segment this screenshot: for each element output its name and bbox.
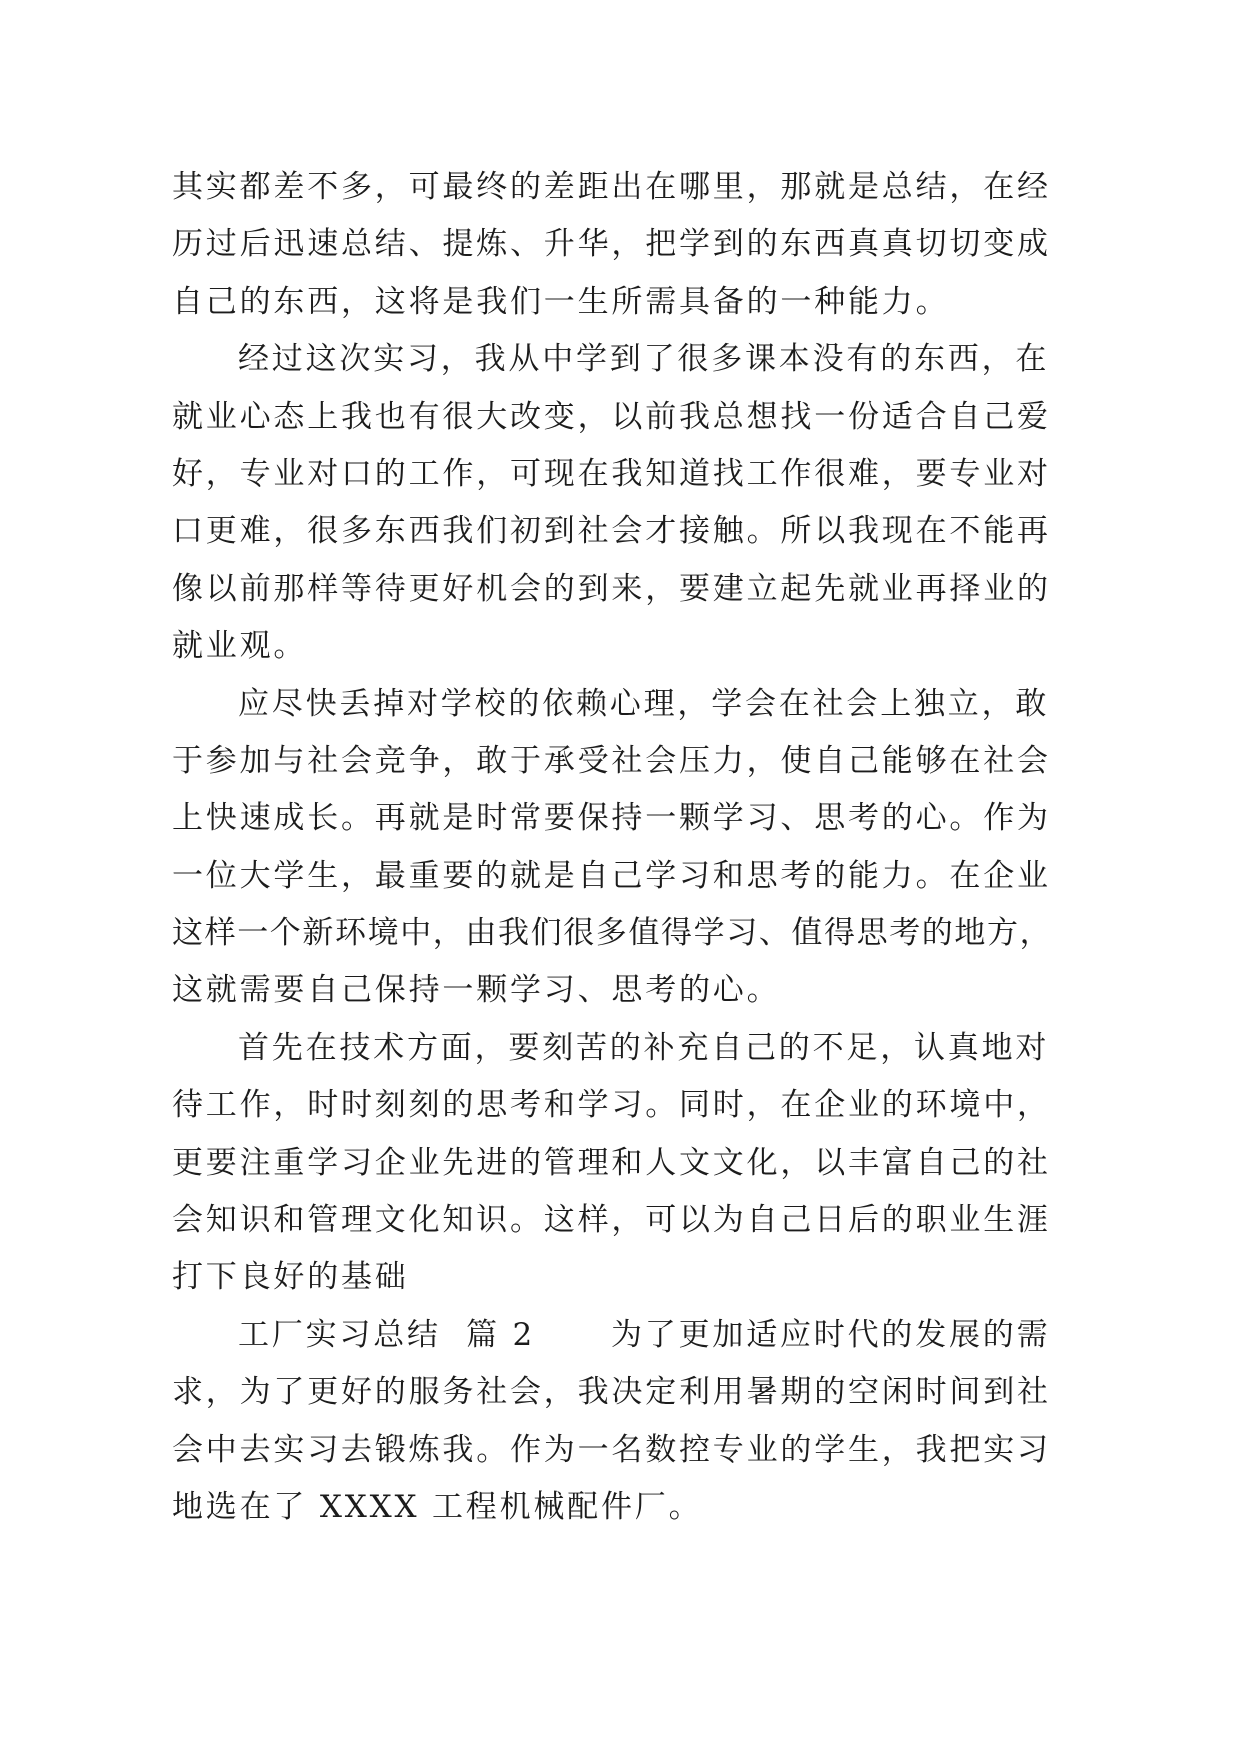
text-line: 上快速成长。再就是时常要保持一颗学习、思考的心。作为 [172, 800, 1051, 837]
text-line: 打下良好的基础 [172, 1259, 409, 1296]
section-heading-line: 工厂实习总结 篇 2 为了更加适应时代的发展的需 [238, 1316, 1051, 1353]
paragraph [172, 159, 1052, 331]
paragraph [172, 676, 1052, 1020]
text-line: 会知识和管理文化知识。这样，可以为自己日后的职业生涯 [172, 1202, 1051, 1239]
text-line: 就业心态上我也有很大改变，以前我总想找一份适合自己爱 [172, 398, 1051, 435]
text-line: 好，专业对口的工作，可现在我知道找工作很难，要专业对 [172, 455, 1051, 492]
text-line: 这样一个新环境中，由我们很多值得学习、值得思考的地方， [172, 915, 1053, 952]
text-line: 求，为了更好的服务社会，我决定利用暑期的空闲时间到社 [172, 1374, 1051, 1411]
text-line: 首先在技术方面，要刻苦的补充自己的不足，认真地对 [238, 1029, 1050, 1066]
text-line: 地选在了 XXXX 工程机械配件厂。 [172, 1488, 703, 1525]
text-line: 口更难，很多东西我们初到社会才接触。所以我现在不能再 [172, 513, 1051, 550]
text-line: 自己的东西，这将是我们一生所需具备的一种能力。 [172, 283, 950, 320]
text-line: 会中去实习去锻炼我。作为一名数控专业的学生，我把实习 [172, 1431, 1051, 1468]
paragraph [172, 1307, 1052, 1537]
document-body [172, 159, 1052, 1536]
text-line: 经过这次实习，我从中学到了很多课本没有的东西，在 [238, 341, 1050, 378]
text-line: 其实都差不多，可最终的差距出在哪里，那就是总结，在经 [172, 169, 1051, 205]
text-line: 待工作，时时刻刻的思考和学习。同时，在企业的环境中， [172, 1087, 1051, 1124]
text-line: 这就需要自己保持一颗学习、思考的心。 [172, 972, 781, 1009]
paragraph [172, 1020, 1052, 1307]
text-line: 像以前那样等待更好机会的到来，要建立起先就业再择业的 [172, 570, 1051, 607]
text-line: 历过后迅速总结、提炼、升华，把学到的东西真真切切变成 [172, 226, 1051, 263]
text-line: 更要注重学习企业先进的管理和人文文化，以丰富自己的社 [172, 1144, 1051, 1181]
paragraph [172, 331, 1052, 675]
text-line: 于参加与社会竞争，敢于承受社会压力，使自己能够在社会 [172, 742, 1051, 779]
text-line: 一位大学生，最重要的就是自己学习和思考的能力。在企业 [172, 857, 1051, 894]
text-line: 就业观。 [172, 628, 308, 665]
text-line: 应尽快丢掉对学校的依赖心理，学会在社会上独立，敢 [238, 685, 1050, 722]
